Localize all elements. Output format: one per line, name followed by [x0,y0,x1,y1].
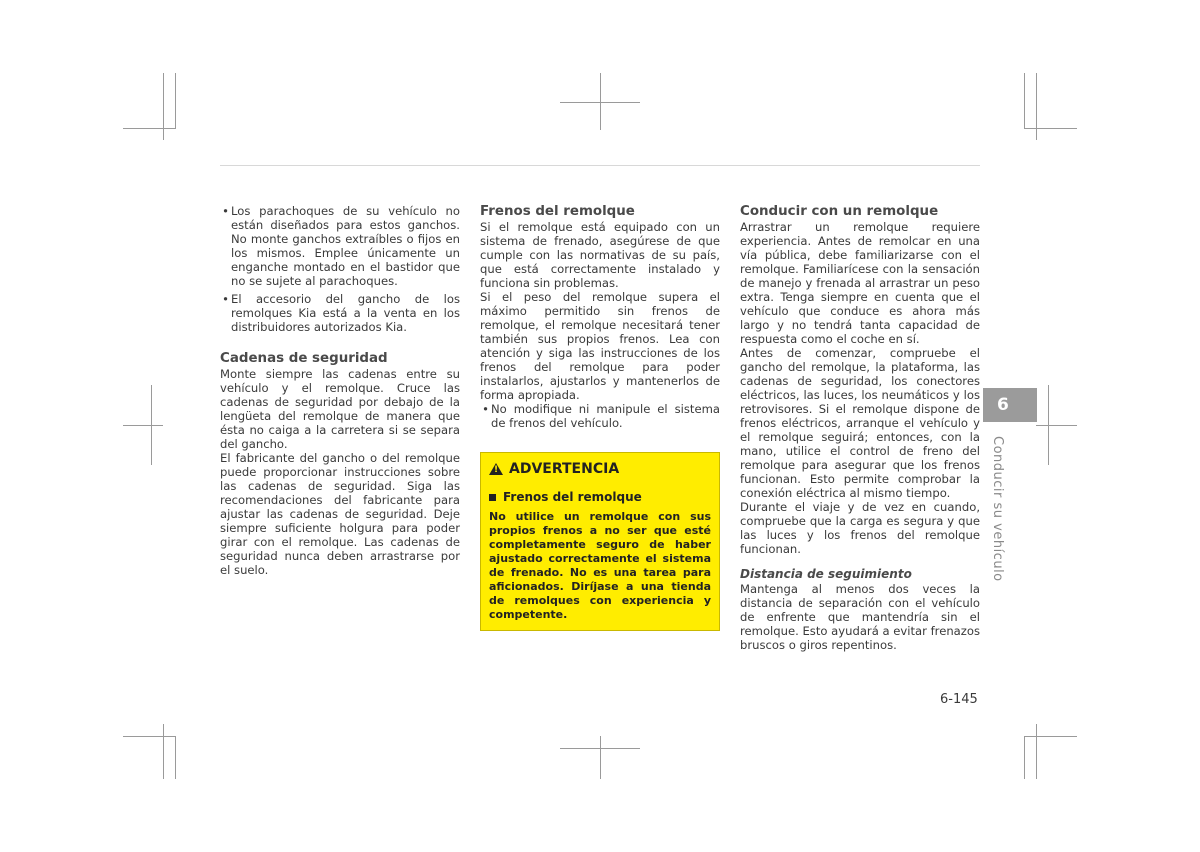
bullet-text: Los parachoques de su vehículo no están diseñados para estos ganchos. No monte ganchos extraíbles o fijos en los mismos. Emplee únicamente un enganche montado en el bastidor que no se sujete al parachoques. [231,204,460,288]
bullet-item [480,402,720,430]
column-2 [480,204,720,631]
paragraph: El fabricante del gancho o del remolque puede proporcionar instrucciones sobre las cadenas de seguridad. Siga las recomendaciones del fabricante para ajustar las cadenas de seguridad. Deje siempre suficiente holgura para poder girar con el remolque. Las cadenas de seguridad nunca deben arrastrarse por el suelo. [220,451,460,577]
paragraph: Durante el viaje y de vez en cuando, compruebe que la carga es segura y que las luces y los frenos del remolque funcionan. [740,500,980,556]
page-number: 6-145 [940,692,978,707]
paragraph: Arrastrar un remolque requiere experiencia. Antes de remolcar en una vía pública, debe familiarizarse con el remolque. Familiarícese con la sensación de manejo y frenada al arrastrar un peso extra. Tenga siempre en cuenta que el vehículo que conduce es ahora más largo y no tendrá tanta capacidad de respuesta como el coche en sí. [740,220,980,346]
paragraph: Si el peso del remolque supera el máximo permitido sin frenos de remolque, el remolque necesitará tener también sus propios frenos. Lea con atención y siga las instrucciones de los frenos del remolque para poder instalarlos, ajustarlos y mantenerlos de forma apropiada. [480,290,720,402]
warning-title-text: ADVERTENCIA [509,461,620,477]
bullet-text: El accesorio del gancho de los remolques Kia está a la venta en los distribuidores autorizados Kia. [231,292,460,334]
section-heading: Cadenas de seguridad [220,351,388,366]
warning-subtitle-text: Frenos del remolque [503,490,642,504]
warning-subtitle [489,490,711,504]
chapter-tab: 6 [983,388,1037,422]
chapter-label: Conducir su vehículo [990,436,1005,582]
paragraph: Si el remolque está equipado con un sistema de frenado, asegúrese de que cumple con las normativas de su país, que está correctamente instalado y funciona sin problemas. [480,220,720,290]
paragraph: Antes de comenzar, compruebe el gancho del remolque, la plataforma, las cadenas de seguridad, los conectores eléctricos, las luces, los neumáticos y los retrovisores. Si el remolque dispone de frenos eléctricos, arranque el vehículo y el remolque seguirá; entonces, con la mano, utilice el control de freno del remolque para asegurar que los frenos funcionan. Esto permite comprobar la conexión eléctrica al mismo tiempo. [740,346,980,500]
bullet-item [220,292,460,334]
bullet-icon: • [222,292,229,306]
paragraph: Mantenga al menos dos veces la distancia de separación con el vehículo de enfrente que mantendría sin el remolque. Esto ayudará a evitar frenazos bruscos o giros repentinos. [740,582,980,652]
bullet-text: No modifique ni manipule el sistema de frenos del vehículo. [491,402,720,430]
section-heading: Frenos del remolque [480,204,635,219]
bullet-item [220,204,460,288]
warning-title [489,460,711,478]
warning-triangle-icon: ! [489,463,503,475]
square-bullet-icon [489,494,496,501]
subsection-heading: Distancia de seguimiento [740,567,912,581]
paragraph: Monte siempre las cadenas entre su vehículo y el remolque. Cruce las cadenas de seguridad por debajo de la lengüeta del remolque de manera que ésta no caiga a la carretera si se separa del gancho. [220,367,460,451]
warning-box [480,452,720,631]
column-3 [740,204,980,652]
column-1 [220,204,460,577]
bullet-icon: • [222,204,229,218]
section-heading: Conducir con un remolque [740,204,939,219]
header-rule [220,165,980,166]
warning-body: No utilice un remolque con sus propios frenos a no ser que esté completamente seguro de haber ajustado correctamente el sistema de frenado. No es una tarea para aficionados. Diríjase a una tienda de remolques con experiencia y competente. [489,510,711,621]
bullet-icon: • [482,402,489,416]
